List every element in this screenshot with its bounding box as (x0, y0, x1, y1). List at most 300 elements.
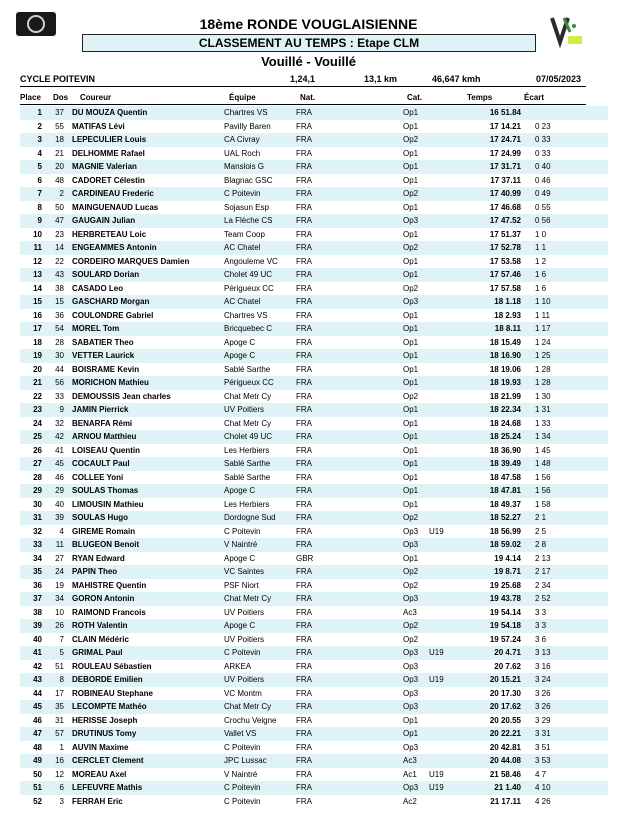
table-row (20, 592, 608, 606)
row-category: Op3 (403, 295, 429, 309)
row-place: 45 (20, 700, 42, 714)
row-nationality: FRA (296, 283, 312, 293)
row-rider-name: MAGNIE Valerian (64, 160, 224, 174)
row-rider-name: MAHISTRE Quentin (72, 580, 147, 590)
row-category: Op1 (403, 160, 429, 174)
table-row (20, 403, 608, 417)
table-row (20, 538, 608, 552)
row-age-class (429, 444, 464, 458)
table-row (20, 673, 608, 687)
row-nationality: FRA (296, 121, 312, 131)
table-row (20, 417, 608, 431)
row-category: Op1 (403, 484, 429, 498)
row-time: 21 1.40 (464, 781, 521, 795)
row-category: Op1 (403, 727, 429, 741)
row-gap: 2 8 (521, 538, 608, 552)
row-nationality: FRA (296, 754, 403, 768)
row-rider-name: ROBINEAU Stephane (72, 688, 153, 698)
row-bib-number: 39 (42, 511, 64, 525)
row-gap: 1 10 (521, 295, 608, 309)
race-title: 18ème RONDE VOUGLAISIENNE (199, 16, 418, 32)
row-nationality: FRA (296, 214, 403, 228)
row-nationality: FRA (296, 742, 312, 752)
row-bib-number: 38 (55, 283, 64, 293)
row-rider-name: SABATIER Theo (72, 337, 134, 347)
row-bib-number: 12 (55, 769, 64, 779)
row-nationality: FRA (296, 688, 312, 698)
row-place: 17 (20, 322, 42, 336)
row-time: 17 14.21 (489, 121, 521, 131)
table-row (20, 268, 608, 282)
col-header-nat: Nat. (300, 93, 316, 102)
row-rider-name: RYAN Edward (72, 553, 125, 563)
row-age-class (429, 687, 464, 701)
row-rider-name: DRUTINUS Tomy (64, 727, 224, 741)
row-time: 18 25.24 (464, 430, 521, 444)
table-row (20, 525, 608, 539)
row-bib-number: 24 (42, 565, 64, 579)
row-team: Chat Metr Cy (224, 391, 272, 401)
row-category: Op3 (403, 661, 419, 671)
row-team: Chat Metr Cy (224, 592, 296, 606)
table-row (20, 606, 608, 620)
row-nationality: FRA (296, 472, 312, 482)
organizer-club: CYCLE POITEVIN (20, 74, 96, 84)
row-age-class (429, 349, 464, 363)
row-rider-name: CERCLET Clement (64, 754, 224, 768)
row-time: 19 54.14 (489, 607, 521, 617)
table-row (20, 147, 608, 161)
row-nationality: FRA (296, 322, 403, 336)
row-time: 16 51.84 (464, 106, 521, 120)
row-team: Chat Metr Cy (224, 418, 272, 428)
row-age-class (429, 376, 464, 390)
row-time: 18 2.93 (494, 310, 521, 320)
row-gap: 3 29 (535, 715, 551, 725)
row-gap: 1 33 (535, 418, 551, 428)
row-team: ARKEA (224, 661, 252, 671)
row-gap: 4 10 (521, 781, 608, 795)
row-time: 17 46.68 (489, 202, 521, 212)
row-team: C Poitevin (224, 646, 296, 660)
row-time: 18 52.27 (464, 511, 521, 525)
row-team: C Poitevin (224, 742, 261, 752)
row-category: Op1 (403, 322, 429, 336)
row-nationality: FRA (296, 241, 403, 255)
row-age-class (429, 133, 464, 147)
row-place: 20 (33, 364, 42, 374)
row-age-class (429, 390, 464, 404)
row-age-class (429, 228, 464, 242)
row-time: 18 39.49 (464, 457, 521, 471)
row-time: 17 57.46 (464, 268, 521, 282)
row-bib-number: 37 (42, 106, 64, 120)
row-bib-number: 11 (42, 538, 64, 552)
row-team: UAL Roch (224, 148, 261, 158)
row-category: Op1 (403, 229, 419, 239)
row-nationality: FRA (296, 661, 312, 671)
row-gap: 1 45 (535, 445, 551, 455)
row-time: 17 52.78 (464, 241, 521, 255)
row-category: Op3 (403, 781, 429, 795)
row-age-class (429, 714, 464, 728)
row-place: 27 (20, 457, 42, 471)
row-category: Op3 (403, 214, 429, 228)
row-rider-name: ARNOU Matthieu (64, 430, 224, 444)
row-team: Cholet 49 UC (224, 268, 296, 282)
row-nationality: FRA (296, 430, 403, 444)
row-place: 18 (33, 337, 42, 347)
row-rider-name: LEPECULIER Louis (64, 133, 224, 147)
row-team: Chartres VS (224, 106, 296, 120)
row-rider-name: MAINGUENAUD Lucas (72, 202, 159, 212)
row-time: 18 22.34 (464, 403, 521, 417)
row-gap: 0 33 (535, 148, 551, 158)
row-nationality: GBR (296, 553, 314, 563)
row-age-class (429, 592, 464, 606)
row-time: 17 24.99 (489, 148, 521, 158)
row-place: 51 (20, 781, 42, 795)
row-age-class (429, 579, 464, 593)
row-age-class (429, 268, 464, 282)
row-nationality: FRA (296, 133, 403, 147)
row-rider-name: VETTER Laurick (64, 349, 224, 363)
row-age-class: U19 (429, 646, 464, 660)
row-time: 19 25.68 (489, 580, 521, 590)
results-table (20, 106, 608, 808)
row-age-class (429, 295, 464, 309)
row-gap: 3 16 (535, 661, 551, 671)
row-rider-name: MOREL Tom (64, 322, 224, 336)
row-gap (521, 106, 608, 120)
row-gap: 1 25 (521, 349, 608, 363)
row-place: 38 (33, 607, 42, 617)
row-nationality: FRA (296, 337, 312, 347)
row-place: 9 (20, 214, 42, 228)
row-category: Ac3 (403, 754, 429, 768)
row-place: 49 (20, 754, 42, 768)
row-gap: 1 58 (535, 499, 551, 509)
row-category: Op1 (403, 202, 419, 212)
row-age-class (429, 660, 464, 674)
table-row (20, 714, 608, 728)
row-category: Op1 (403, 349, 429, 363)
row-rider-name: CORDEIRO MARQUES Damien (72, 256, 190, 266)
row-category: Op2 (403, 511, 429, 525)
row-gap: 2 52 (521, 592, 608, 606)
table-row (20, 255, 608, 269)
col-header-cat: Cat. (407, 93, 423, 102)
row-gap: 3 6 (535, 634, 547, 644)
row-place: 25 (20, 430, 42, 444)
row-bib-number: 51 (55, 661, 64, 671)
row-gap: 0 40 (521, 160, 608, 174)
row-bib-number: 19 (55, 580, 64, 590)
row-nationality: FRA (296, 403, 403, 417)
row-team: JPC Lussac (224, 754, 296, 768)
row-gap: 2 17 (521, 565, 608, 579)
row-age-class (429, 457, 464, 471)
table-row (20, 295, 608, 309)
row-gap: 3 3 (521, 619, 608, 633)
row-gap: 1 24 (535, 337, 551, 347)
table-row (20, 727, 608, 741)
row-age-class (429, 484, 464, 498)
row-time: 18 24.68 (489, 418, 521, 428)
row-bib-number: 36 (55, 310, 64, 320)
row-gap: 1 2 (535, 256, 547, 266)
row-place: 28 (33, 472, 42, 482)
row-team: AC Chatel (224, 241, 296, 255)
row-age-class (429, 606, 464, 620)
table-row (20, 741, 608, 755)
table-row (20, 484, 608, 498)
row-category: Op1 (403, 715, 419, 725)
row-gap: 1 6 (535, 283, 547, 293)
row-gap: 1 0 (535, 229, 547, 239)
row-place: 34 (33, 553, 42, 563)
row-bib-number: 6 (42, 781, 64, 795)
row-rider-name: ENGEAMMES Antonin (64, 241, 224, 255)
row-bib-number: 41 (55, 445, 64, 455)
row-age-class: U19 (429, 526, 444, 536)
row-time: 18 21.99 (489, 391, 521, 401)
row-time: 19 43.78 (464, 592, 521, 606)
row-category: Op1 (403, 364, 419, 374)
row-time: 18 16.90 (464, 349, 521, 363)
table-row (20, 457, 608, 471)
row-age-class (429, 120, 464, 134)
row-rider-name: MOREAU Axel (72, 769, 127, 779)
row-place: 7 (20, 187, 42, 201)
row-team: Angouleme VC (224, 256, 278, 266)
row-rider-name: ROTH Valentin (64, 619, 224, 633)
table-row (20, 633, 608, 647)
row-time: 20 22.21 (464, 727, 521, 741)
row-time: 20 44.08 (464, 754, 521, 768)
row-team: La Flèche CS (224, 214, 296, 228)
row-category: Op3 (403, 526, 419, 536)
row-place: 24 (33, 418, 42, 428)
row-time: 17 37.11 (490, 175, 521, 185)
row-age-class (429, 322, 464, 336)
row-bib-number: 18 (42, 133, 64, 147)
row-team: PSF Niort (224, 580, 259, 590)
row-age-class (429, 309, 464, 323)
row-gap: 4 7 (535, 769, 547, 779)
row-gap: 1 30 (535, 391, 551, 401)
row-age-class (429, 552, 464, 566)
row-nationality: FRA (296, 796, 312, 806)
row-place: 39 (20, 619, 42, 633)
row-place: 33 (20, 538, 42, 552)
row-rider-name: DU MOUZA Quentin (64, 106, 224, 120)
row-rider-name: DEBORDE Emilien (64, 673, 224, 687)
row-place: 29 (20, 484, 42, 498)
row-place: 48 (33, 742, 42, 752)
row-category: Op3 (403, 688, 419, 698)
row-age-class: U19 (429, 769, 444, 779)
row-rider-name: GIREME Romain (72, 526, 136, 536)
row-rider-name: SOULAS Thomas (64, 484, 224, 498)
row-time: 20 17.62 (464, 700, 521, 714)
row-category: Op1 (403, 148, 419, 158)
table-row (20, 511, 608, 525)
row-place: 50 (33, 769, 42, 779)
row-place: 37 (20, 592, 42, 606)
stage-distance: 13,1 km (364, 74, 398, 84)
row-age-class (429, 282, 464, 296)
row-bib-number: 22 (55, 256, 64, 266)
table-row (20, 781, 608, 795)
row-gap: 3 51 (535, 742, 551, 752)
row-age-class (429, 538, 464, 552)
row-nationality: FRA (296, 256, 312, 266)
row-time: 20 42.81 (489, 742, 521, 752)
table-row (20, 349, 608, 363)
row-category: Op3 (403, 742, 419, 752)
table-row (20, 133, 608, 147)
row-team: Team Coop (224, 229, 265, 239)
col-header-team: Équipe (229, 93, 256, 102)
row-place: 22 (33, 391, 42, 401)
row-age-class (429, 187, 464, 201)
row-category: Op1 (403, 121, 419, 131)
row-category: Op2 (403, 565, 429, 579)
row-place: 12 (33, 256, 42, 266)
table-row (20, 552, 608, 566)
row-gap: 1 56 (521, 484, 608, 498)
row-gap: 0 49 (521, 187, 608, 201)
ranking-subtitle: CLASSEMENT AU TEMPS : Etape CLM (82, 34, 536, 52)
table-row (20, 565, 608, 579)
row-gap: 0 33 (521, 133, 608, 147)
row-bib-number: 2 (42, 187, 64, 201)
row-gap: 1 17 (521, 322, 608, 336)
row-nationality: FRA (296, 148, 312, 158)
row-team: Périgueux CC (224, 376, 296, 390)
row-place: 16 (33, 310, 42, 320)
row-place: 11 (20, 241, 42, 255)
row-nationality: FRA (296, 580, 312, 590)
row-time: 21 58.46 (489, 769, 521, 779)
row-category: Op1 (403, 376, 429, 390)
row-team: V Naintré (224, 769, 258, 779)
table-row (20, 660, 608, 674)
row-rider-name: ROULEAU Sébastien (72, 661, 152, 671)
row-rider-name: RAIMOND Francois (72, 607, 146, 617)
col-header-rider: Coureur (80, 93, 112, 102)
row-bib-number: 9 (42, 403, 64, 417)
row-place: 15 (20, 295, 42, 309)
row-gap: 0 23 (535, 121, 551, 131)
col-header-time: Temps (467, 93, 493, 102)
row-category: Op1 (403, 256, 419, 266)
row-nationality: FRA (296, 499, 312, 509)
table-row (20, 795, 608, 809)
row-category: Ac1 (403, 769, 417, 779)
row-nationality: FRA (296, 565, 403, 579)
row-rider-name: JAMIN Pierrick (64, 403, 224, 417)
row-place: 32 (33, 526, 42, 536)
row-rider-name: GRIMAL Paul (64, 646, 224, 660)
row-nationality: FRA (296, 175, 312, 185)
table-row (20, 106, 608, 120)
row-gap: 1 28 (535, 364, 551, 374)
row-rider-name: FERRAH Eric (72, 796, 123, 806)
row-time: 19 54.18 (464, 619, 521, 633)
row-place: 44 (33, 688, 42, 698)
row-team: AC Chatel (224, 295, 296, 309)
row-category: Op3 (403, 592, 429, 606)
row-age-class (429, 241, 464, 255)
row-time: 17 24.71 (464, 133, 521, 147)
row-nationality: FRA (296, 295, 403, 309)
row-bib-number: 14 (42, 241, 64, 255)
row-rider-name: LECOMPTE Mathéo (64, 700, 224, 714)
row-team: Manslois G (224, 160, 296, 174)
row-team: C Poitevin (224, 796, 261, 806)
row-place: 5 (20, 160, 42, 174)
table-row (20, 498, 608, 512)
row-nationality: FRA (296, 349, 403, 363)
row-bib-number: 56 (42, 376, 64, 390)
row-place: 3 (20, 133, 42, 147)
table-row (20, 444, 608, 458)
row-gap: 0 56 (521, 214, 608, 228)
row-nationality: FRA (296, 634, 312, 644)
row-nationality: FRA (296, 229, 312, 239)
row-gap: 1 1 (521, 241, 608, 255)
average-speed: 46,647 kmh (432, 74, 481, 84)
row-time: 18 47.81 (464, 484, 521, 498)
row-nationality: FRA (296, 106, 403, 120)
row-bib-number: 4 (59, 526, 64, 536)
row-rider-name: BOISRAME Kevin (72, 364, 140, 374)
row-gap: 1 28 (521, 376, 608, 390)
row-rider-name: SOULAS Hugo (64, 511, 224, 525)
row-category: Op1 (403, 106, 429, 120)
row-place: 52 (33, 796, 42, 806)
row-rider-name: CARDINEAU Frederic (64, 187, 224, 201)
row-team: Les Herbiers (224, 445, 270, 455)
row-category: Op2 (403, 619, 429, 633)
row-category: Op1 (403, 175, 419, 185)
row-place: 40 (33, 634, 42, 644)
row-time: 17 40.99 (464, 187, 521, 201)
row-team: Chartres VS (224, 310, 268, 320)
row-nationality: FRA (296, 526, 312, 536)
row-gap: 1 6 (521, 268, 608, 282)
row-bib-number: 15 (42, 295, 64, 309)
row-age-class (429, 430, 464, 444)
row-category: Op1 (403, 268, 429, 282)
row-team: VC Montm (224, 688, 262, 698)
row-gap: 3 24 (521, 673, 608, 687)
row-category: Op1 (403, 337, 419, 347)
row-bib-number: 43 (42, 268, 64, 282)
row-team: Vallet VS (224, 727, 296, 741)
row-rider-name: HERISSE Joseph (72, 715, 138, 725)
row-age-class (429, 363, 464, 377)
row-age-class (429, 633, 464, 647)
row-time: 20 4.71 (464, 646, 521, 660)
row-bib-number: 50 (55, 202, 64, 212)
row-time: 18 47.58 (489, 472, 521, 482)
row-team: Blagnac GSC (224, 175, 273, 185)
row-category: Op2 (403, 283, 419, 293)
row-team: UV Poitiers (224, 403, 296, 417)
